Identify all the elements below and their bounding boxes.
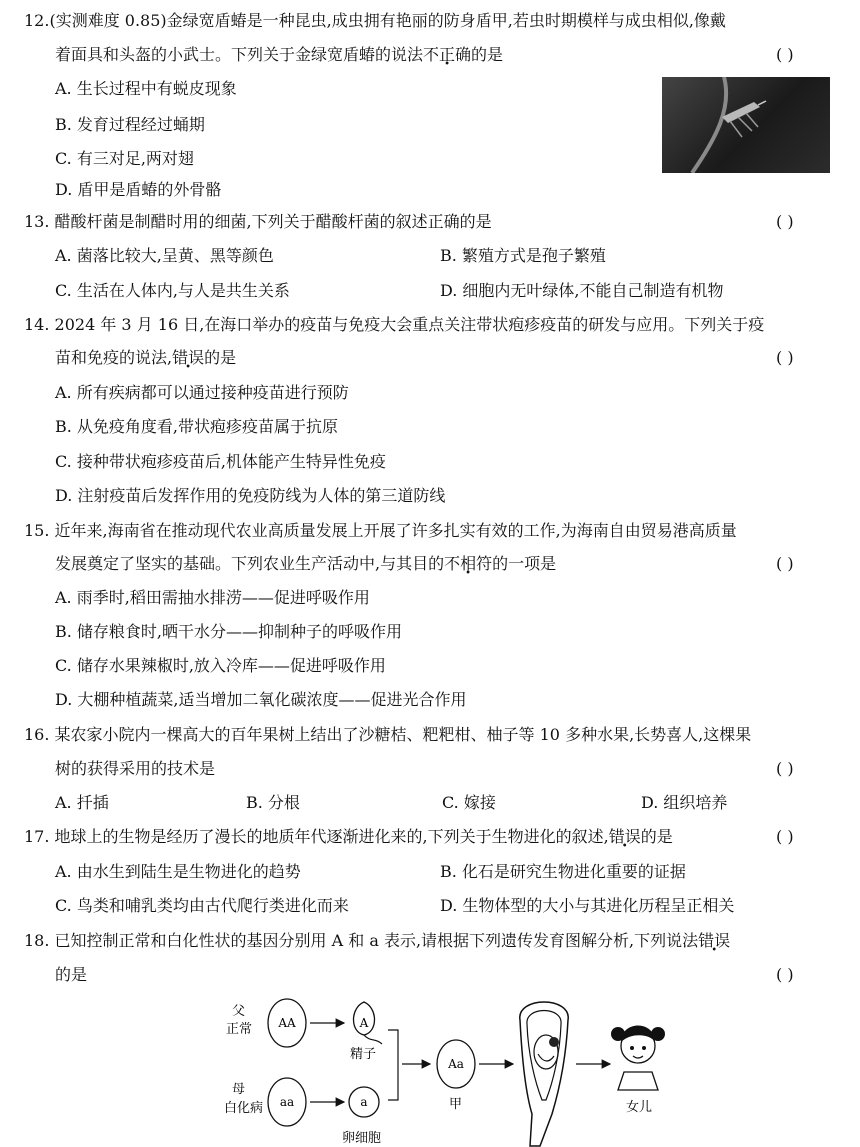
q13-option-d: D. 细胞内无叶绿体,不能自己制造有机物 <box>440 281 724 300</box>
sperm-allele: A <box>359 1016 369 1030</box>
mother-genotype: aa <box>279 1095 295 1109</box>
q14-answer-blank: ( ) <box>776 348 794 367</box>
sperm-label: 精子 <box>350 1047 377 1062</box>
egg-allele: a <box>360 1095 368 1109</box>
q17-option-b: B. 化石是研究生物进化重要的证据 <box>440 862 686 881</box>
zygote-label: 甲 <box>449 1097 463 1112</box>
q13-option-c: C. 生活在人体内,与人是共生关系 <box>55 281 290 300</box>
q16-answer-blank: ( ) <box>776 759 794 778</box>
father-status: 正常 <box>226 1022 253 1037</box>
mother-status: 白化病 <box>224 1101 264 1116</box>
q13-answer-blank: ( ) <box>776 212 794 231</box>
q15-option-c: C. 储存水果辣椒时,放入冷库——促进呼吸作用 <box>55 656 386 675</box>
q12-option-d: D. 盾甲是盾蝽的外骨骼 <box>55 180 222 199</box>
q16-option-c: C. 嫁接 <box>442 793 496 812</box>
daughter-label: 女儿 <box>626 1100 653 1115</box>
q14-option-d: D. 注射疫苗后发挥作用的免疫防线为人体的第三道防线 <box>55 486 446 505</box>
q13-option-a: A. 菌落比较大,呈黄、黑等颜色 <box>55 246 274 265</box>
egg-label: 卵细胞 <box>342 1131 382 1146</box>
q16-option-d: D. 组织培养 <box>641 793 728 812</box>
q15-stem-line1: 15. 近年来,海南省在推动现代农业高质量发展上开展了许多扎实有效的工作,为海南自由贸易港高质量 <box>24 521 737 540</box>
q16-option-a: A. 扦插 <box>55 793 109 812</box>
q17-option-d: D. 生物体型的大小与其进化历程呈正相关 <box>440 896 735 915</box>
q14-option-b: B. 从免疫角度看,带状疱疹疫苗属于抗原 <box>55 417 339 436</box>
q16-stem-line2: 树的获得采用的技术是 <box>55 759 216 778</box>
q15-emphasis: 不相符 <box>444 554 493 573</box>
q18-answer-blank: ( ) <box>776 965 794 984</box>
q15-option-b: B. 储存粮食时,晒干水分——抑制种子的呼吸作用 <box>55 622 403 641</box>
q15-option-a: A. 雨季时,稻田需抽水排涝——促进呼吸作用 <box>55 588 370 607</box>
q15-answer-blank: ( ) <box>776 554 794 573</box>
q17-option-c: C. 鸟类和哺乳类均由古代爬行类进化而来 <box>55 896 349 915</box>
daughter-icon <box>611 1026 665 1091</box>
q17-stem: 17. 地球上的生物是经历了漫长的地质年代逐渐进化来的,下列关于生物进化的叙述,错误的是 <box>24 827 673 846</box>
q18-emphasis: 错误 <box>698 931 731 950</box>
q12-option-a: A. 生长过程中有蜕皮现象 <box>55 79 237 98</box>
zygote-genotype: Aa <box>448 1057 464 1071</box>
q13-option-b: B. 繁殖方式是孢子繁殖 <box>440 246 606 265</box>
q14-stem-line1: 14. 2024 年 3 月 16 日,在海口举办的疫苗与免疫大会重点关注带状疱疹疫苗的研发与应用。下列关于疫 <box>24 315 765 334</box>
q12-stem-line1: 12.(实测难度 0.85)金绿宽盾蝽是一种昆虫,成虫拥有艳丽的防身盾甲,若虫时期模样与成虫相似,像戴 <box>24 11 726 30</box>
q13-stem: 13. 醋酸杆菌是制醋时用的细菌,下列关于醋酸杆菌的叙述正确的是 <box>24 212 492 231</box>
q12-answer-blank: ( ) <box>776 45 794 64</box>
q12-stem-line2: 着面具和头盔的小武士。下列关于金绿宽盾蝽的说法不正确的是 <box>55 45 504 64</box>
q14-emphasis: 错误 <box>172 348 205 367</box>
q14-option-a: A. 所有疾病都可以通过接种疫苗进行预防 <box>55 383 349 402</box>
q17-emphasis: 错误 <box>608 827 641 846</box>
q17-answer-blank: ( ) <box>776 827 794 846</box>
q18-stem-line1: 18. 已知控制正常和白化性状的基因分别用 A 和 a 表示,请根据下列遗传发育图解分析,下列说法错误 <box>24 931 731 950</box>
q12-option-b: B. 发育过程经过蛹期 <box>55 115 205 134</box>
q16-stem-line1: 16. 某农家小院内一棵高大的百年果树上结出了沙糖桔、粑粑柑、柚子等 10 多种水果,长势喜人,这棵果 <box>24 725 752 744</box>
q15-stem-line2: 发展奠定了坚实的基础。下列农业生产活动中,与其目的不相符的一项是 <box>55 554 557 573</box>
shield-bug-photo <box>662 77 830 173</box>
q14-stem-line2: 苗和免疫的说法,错误的是 <box>55 348 237 367</box>
q12-option-c: C. 有三对足,两对翅 <box>55 149 194 168</box>
q15-option-d: D. 大棚种植蔬菜,适当增加二氧化碳浓度——促进光合作用 <box>55 690 467 709</box>
q12-emphasis: 不正确 <box>423 45 472 64</box>
inheritance-diagram <box>220 990 680 1147</box>
uterus-fetus-icon <box>520 1002 568 1146</box>
q18-stem-line2: 的是 <box>55 965 88 984</box>
q16-option-b: B. 分根 <box>246 793 300 812</box>
q14-option-c: C. 接种带状疱疹疫苗后,机体能产生特异性免疫 <box>55 452 386 471</box>
father-label: 父 <box>232 1004 246 1019</box>
father-genotype: AA <box>278 1016 296 1030</box>
q17-option-a: A. 由水生到陆生是生物进化的趋势 <box>55 862 301 881</box>
mother-label: 母 <box>232 1082 246 1097</box>
